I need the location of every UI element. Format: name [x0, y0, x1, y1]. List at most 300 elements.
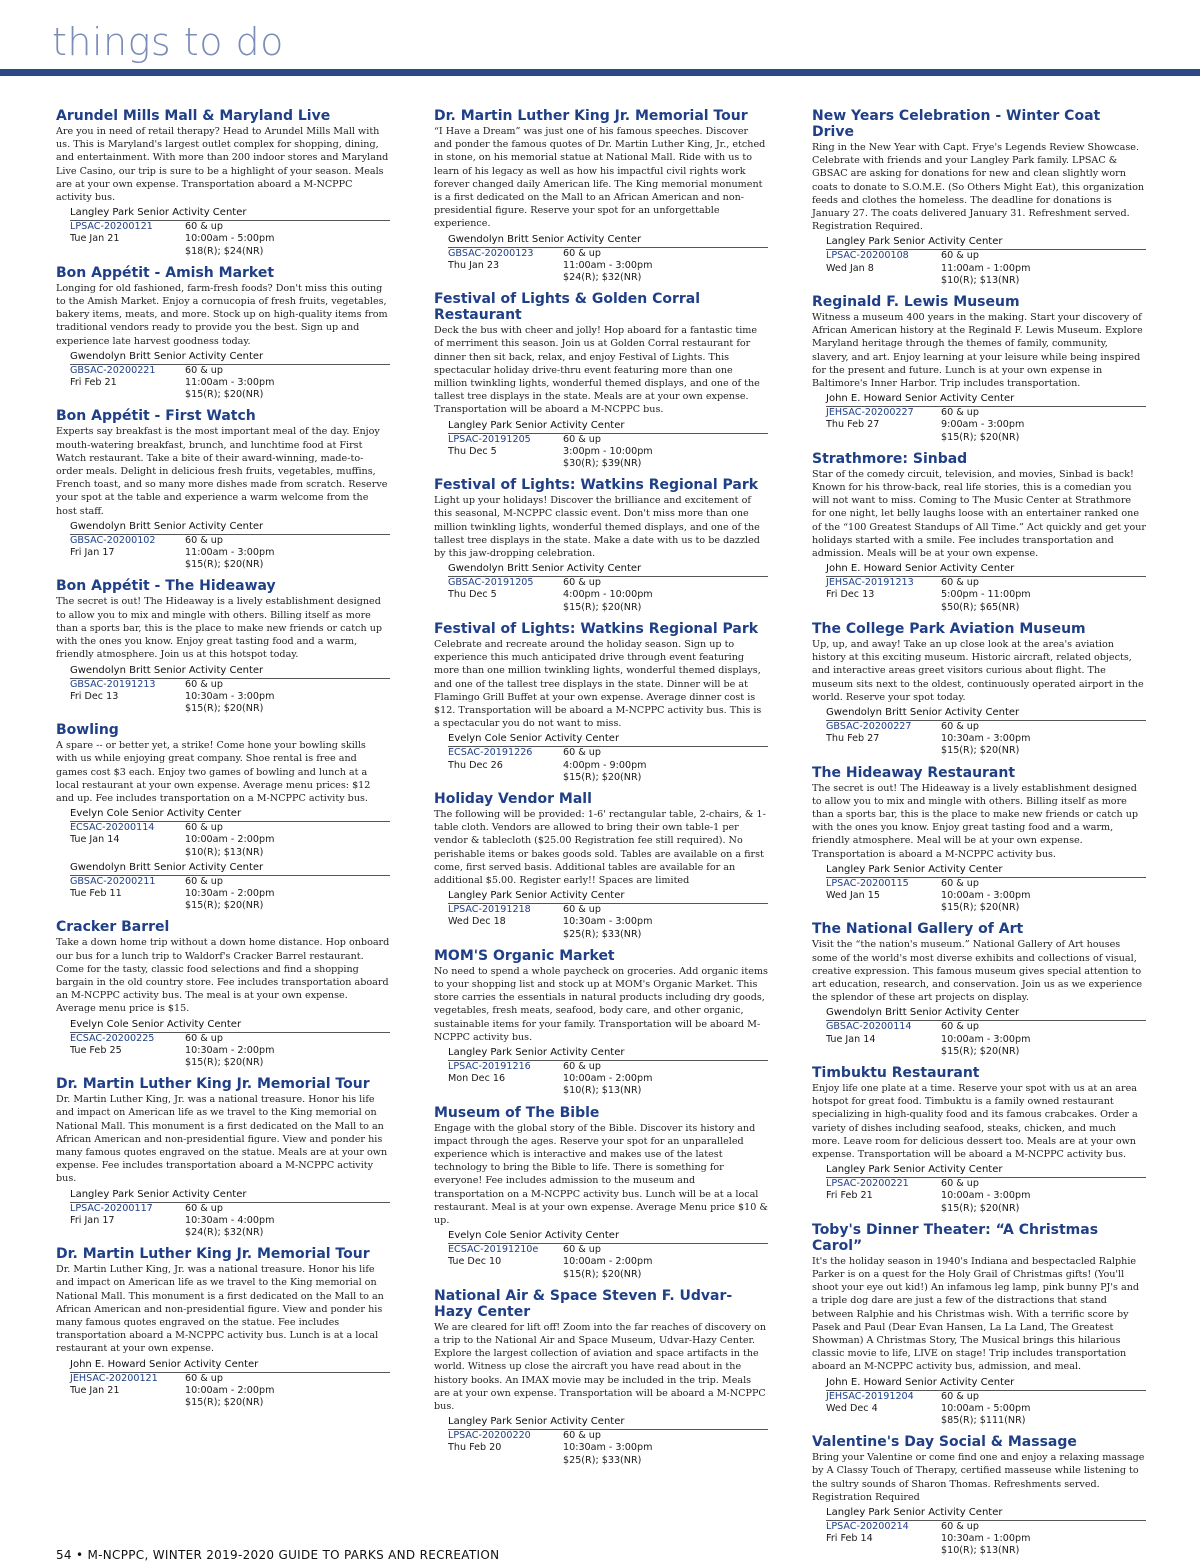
- activity-description: Celebrate and recreate around the holiday season. Sign up to experience this much anticipated drive through event featuring more than one million twinkling lights, wonderful themed displays, and one of the tallest tree displays in the state. Dinner will be at Flamingo Grill Buffet at your own expense. Average dinner cost is $12. Transportation will be aboard a M-NCPPC activity bus. This is a spectacular you do not want to miss.: [434, 638, 762, 730]
- activity-description: Experts say breakfast is the most important meal of the day. Enjoy mouth-watering breakfast, brunch, and lunchtime food at First Watch restaurant. Take a bite of their award-winning, made-to-order meals. Delight in delicious fresh fruits, vegetables, muffins, French toast, and so many more dishes made from scratch. Reserve your spot at the table and experience a warm welcome from the host staff.: [56, 426, 388, 517]
- activity-title: MOM'S Organic Market: [434, 947, 615, 964]
- session-details: [826, 407, 1146, 444]
- header-rule: [0, 69, 1200, 76]
- session-date: Wed Dec 4: [826, 1402, 878, 1414]
- spacer: [826, 902, 941, 914]
- activity-entry: [56, 1076, 390, 1239]
- activity-center-name: John E. Howard Senior Activity Center: [826, 1376, 1146, 1391]
- activity-code: LPSAC-20200214: [826, 1521, 909, 1533]
- activity-center-name: Langley Park Senior Activity Center: [448, 889, 768, 904]
- activity-description: Enjoy life one plate at a time. Reserve your spot with us at an area hotspot for great food. Timbuktu is a family owned restaurant specializing in high-quality food and its famous crabcakes. Order a variety of dishes including seafood, steaks, chicken, and much more. Leave room for delicious dessert too. Meals are at your own expense. Transportation will be aboard a M-NCPPC activity bus.: [812, 1082, 1138, 1160]
- age-range: 60 & up: [941, 1021, 979, 1033]
- age-range: 60 & up: [941, 250, 979, 262]
- age-range: 60 & up: [185, 221, 223, 233]
- session-details: [448, 904, 768, 941]
- session-date: Thu Dec 5: [448, 445, 497, 457]
- session-time: 11:00am - 1:00pm: [941, 262, 1031, 274]
- activity-center-name: John E. Howard Senior Activity Center: [826, 392, 1146, 407]
- session-date: Thu Dec 26: [448, 759, 503, 771]
- session-fee: $15(R); $20(NR): [185, 559, 264, 571]
- activity-description: The secret is out! The Hideaway is a lively establishment designed to allow you to mix and mingle with others. Billing itself as more than a sports bar, this is the place to make new friends or catch up with the ones you know. Enjoy great tasting food and a warm, friendly atmosphere. Meal will be at your own expense. Transportation is aboard a M-NCPPC activity bus.: [812, 782, 1139, 860]
- activity-center-name: Langley Park Senior Activity Center: [826, 1506, 1146, 1521]
- session-details: [448, 248, 768, 285]
- page-footer: 54 • M-NCPPC, WINTER 2019-2020 GUIDE TO PARKS AND RECREATION: [56, 1548, 500, 1562]
- session-details: [448, 747, 768, 784]
- activity-entry: [434, 791, 768, 941]
- session-time: 10:00am - 3:00pm: [941, 889, 1031, 901]
- session-fee: $15(R); $20(NR): [941, 1202, 1020, 1214]
- session-block: [826, 863, 1146, 915]
- session-details: [826, 721, 1146, 758]
- age-range: 60 & up: [563, 247, 601, 259]
- activity-code: JEHSAC-20191204: [826, 1390, 914, 1402]
- session-block: [70, 807, 390, 859]
- spacer: [826, 275, 941, 287]
- activity-code: GBSAC-20200211: [70, 875, 156, 887]
- session-details: [448, 1061, 768, 1098]
- spacer: [448, 772, 563, 784]
- activity-code: GBSAC-20200227: [826, 720, 912, 732]
- activity-entry: [434, 477, 768, 614]
- age-range: 60 & up: [941, 577, 979, 589]
- activity-code: GBSAC-20200102: [70, 534, 156, 546]
- session-date: Fri Jan 17: [70, 547, 115, 559]
- session-date: Tue Jan 14: [826, 1033, 876, 1045]
- session-block: [448, 419, 768, 471]
- session-time: 10:30am - 3:00pm: [563, 1442, 653, 1454]
- activity-entry: [812, 1065, 1146, 1215]
- session-date: Tue Jan 21: [70, 1384, 120, 1396]
- activity-description: No need to spend a whole paycheck on groceries. Add organic items to your shopping list and stock up at MOM's Organic Market. This store carries the essentials in natural products including dry goods, vegetables, fresh meats, seafood, body care, and other organic, sustainable items for your family. Transportation will be aboard M-NCPPC activity bus.: [434, 965, 768, 1043]
- session-time: 5:00pm - 11:00pm: [941, 589, 1031, 601]
- session-fee: $15(R); $20(NR): [941, 1045, 1020, 1057]
- activity-entry: [56, 722, 390, 912]
- session-date: Thu Dec 5: [448, 589, 497, 601]
- session-details: [448, 1430, 768, 1467]
- session-time: 10:30am - 1:00pm: [941, 1533, 1031, 1545]
- activity-center-name: John E. Howard Senior Activity Center: [826, 562, 1146, 577]
- column-2: [434, 108, 768, 1565]
- session-fee: $25(R); $33(NR): [563, 1454, 642, 1466]
- session-fee: $18(R); $24(NR): [185, 245, 264, 257]
- activity-description: Witness a museum 400 years in the making. Start your discovery of African American history at the Reginald F. Lewis Museum. Explore Maryland heritage through the themes of family, community, slavery, and art. Enjoy learning at your leisure while being inspired for the present and future. Lunch is at your own expense in Baltimore's Inner Harbor. Trip includes transportation.: [812, 312, 1143, 390]
- session-fee: $85(R); $111(NR): [941, 1415, 1026, 1427]
- age-range: 60 & up: [941, 1178, 979, 1190]
- session-block: [70, 350, 390, 402]
- activity-description: Bring your Valentine or come find one and enjoy a relaxing massage by A Classy Touch of Therapy, certified masseuse while listening to the sultry sounds of Sharon Thomas. Refreshments served. Registration Required: [812, 1452, 1145, 1503]
- session-details: [826, 878, 1146, 915]
- session-details: [826, 250, 1146, 287]
- column-3: [812, 108, 1146, 1565]
- activity-entry: [812, 765, 1146, 915]
- activity-title: Bon Appétit - The Hideaway: [56, 578, 276, 595]
- activity-entry: [812, 1434, 1146, 1557]
- page-title: things to do: [52, 20, 284, 64]
- activity-description: Are you in need of retail therapy? Head to Arundel Mills Mall with us. This is Maryland's largest outlet complex for shopping, dining, and entertainment. With more than 200 indoor stores and Maryland Live Casino, our trip is sure to be a highlight of your season. Meals are at your own expense. Transportation aboard a M-NCPPC activity bus.: [56, 126, 389, 204]
- spacer: [448, 1269, 563, 1281]
- activity-entry: [434, 621, 768, 784]
- activity-center-name: Evelyn Cole Senior Activity Center: [448, 1229, 768, 1244]
- activity-title: Toby's Dinner Theater: “A Christmas Carol”: [812, 1221, 1099, 1254]
- age-range: 60 & up: [185, 822, 223, 834]
- activity-code: ECSAC-20191210e: [448, 1244, 539, 1256]
- activity-center-name: John E. Howard Senior Activity Center: [70, 1358, 390, 1373]
- session-time: 10:00am - 5:00pm: [941, 1402, 1031, 1414]
- activity-code: ECSAC-20191226: [448, 747, 533, 759]
- session-date: Tue Jan 14: [70, 834, 120, 846]
- spacer: [826, 1545, 941, 1557]
- activity-entry: [812, 108, 1146, 287]
- spacer: [70, 1057, 185, 1069]
- activity-code: ECSAC-20200114: [70, 822, 155, 834]
- session-details: [70, 679, 390, 716]
- session-date: Fri Dec 13: [70, 690, 119, 702]
- activity-title: New Years Celebration - Winter Coat Drive: [812, 108, 1101, 140]
- activity-center-name: Gwendolyn Britt Senior Activity Center: [826, 1006, 1146, 1021]
- session-block: [826, 562, 1146, 614]
- activity-code: GBSAC-20200114: [826, 1021, 912, 1033]
- activity-entry: [56, 408, 390, 571]
- activity-code: LPSAC-20200117: [70, 1202, 153, 1214]
- session-fee: $50(R); $65(NR): [941, 601, 1020, 613]
- activity-description: It's the holiday season in 1940's Indiana and bespectacled Ralphie Parker is on a quest for the Holy Grail of Christmas gifts! (You'll shoot your eye out kid!) An infamous leg lamp, pink bunny PJ's and a triple dog dare are just a few of the distractions that stand between Ralphie and his Christmas wish. With a terrific score by Pasek and Paul (Dear Evan Hansen, La La Land, The Greatest Showman) A Christmas Story, The Musical brings this hilarious classic movie to life, LIVE on stage! Trip includes transportation aboard an M-NCPPC activity bus, admission, and meal.: [812, 1255, 1140, 1373]
- session-date: Tue Jan 21: [70, 233, 120, 245]
- activity-entry: [56, 919, 390, 1069]
- session-details: [826, 1178, 1146, 1215]
- spacer: [448, 602, 563, 614]
- activity-description: Star of the comedy circuit, television, and movies, Sinbad is back! Known for his throw-back, real life stories, this is a comedian you will not want to miss. Coming to The Music Center at Strathmore for one night, let belly laughs loose with an entertainer ranked one of the “100 Greatest Standups of All Time.” Act quickly and get your holidays started with a smile. Fee includes transportation and admission. Meals will be at your own expense.: [812, 468, 1147, 560]
- activity-code: JEHSAC-20200227: [826, 407, 914, 419]
- session-fee: $15(R); $20(NR): [941, 745, 1020, 757]
- activity-center-name: Gwendolyn Britt Senior Activity Center: [70, 861, 390, 876]
- session-details: [826, 1521, 1146, 1558]
- activity-code: GBSAC-20191205: [448, 577, 534, 589]
- session-time: 3:00pm - 10:00pm: [563, 445, 653, 457]
- session-time: 10:00am - 5:00pm: [185, 233, 275, 245]
- activity-code: LPSAC-20191218: [448, 904, 531, 916]
- session-details: [826, 577, 1146, 614]
- age-range: 60 & up: [563, 1244, 601, 1256]
- session-block: [448, 233, 768, 285]
- activity-description: The following will be provided: 1-6' rectangular table, 2-chairs, & 1-table cloth. Vendors are allowed to bring their own table-1 per vendor & tablecloth ($25.00 Registration fee still required). No perishable items or bakes goods sold. Tables are available on a first come, first served basis. Additional tables are available for an additional $5.00. Register early!! Spaces are limited: [434, 808, 766, 886]
- age-range: 60 & up: [185, 1372, 223, 1384]
- session-fee: $15(R); $20(NR): [185, 900, 264, 912]
- session-block: [448, 1229, 768, 1281]
- activity-title: National Air & Space Steven F. Udvar-Hazy Center: [434, 1287, 733, 1320]
- activity-entry: [434, 108, 768, 284]
- age-range: 60 & up: [941, 877, 979, 889]
- session-details: [70, 1033, 390, 1070]
- activity-title: The College Park Aviation Museum: [812, 620, 1086, 637]
- activity-center-name: Gwendolyn Britt Senior Activity Center: [70, 350, 390, 365]
- spacer: [448, 1455, 563, 1467]
- session-fee: $10(R); $13(NR): [563, 1085, 642, 1097]
- activity-center-name: Evelyn Cole Senior Activity Center: [70, 1018, 390, 1033]
- activity-title: The Hideaway Restaurant: [812, 764, 1016, 781]
- activity-entry: [56, 265, 390, 402]
- session-time: 11:00am - 3:00pm: [185, 377, 275, 389]
- activity-description: Take a down home trip without a down home distance. Hop onboard our bus for a lunch trip to Waldorf's Cracker Barrel restaurant. Come for the tasty, classic food selections and find a shopping bargain in the old country store. Fee includes transportation aboard an M-NCPPC activity bus. The meal is at your own expense. Average menu price is $15.: [56, 937, 390, 1015]
- session-fee: $10(R); $13(NR): [185, 846, 264, 858]
- session-time: 10:00am - 2:00pm: [185, 1384, 275, 1396]
- age-range: 60 & up: [563, 1060, 601, 1072]
- activity-center-name: Langley Park Senior Activity Center: [70, 1188, 390, 1203]
- activity-code: GBSAC-20200123: [448, 247, 534, 259]
- activity-entry: [434, 1105, 768, 1281]
- activity-entry: [434, 948, 768, 1098]
- session-block: [70, 520, 390, 572]
- session-time: 10:30am - 3:00pm: [563, 916, 653, 928]
- activity-code: GBSAC-20191213: [70, 678, 156, 690]
- age-range: 60 & up: [185, 875, 223, 887]
- activity-description: Longing for old fashioned, farm-fresh foods? Don't miss this outing to the Amish Market. Enjoy a cornucopia of fresh fruits, vegetables, bakery items, meats, and more. Stock up on high-quality items from traditional vendors ready to provide you the best. Sign up and experience late harvest goodness today.: [56, 282, 388, 347]
- session-fee: $10(R); $13(NR): [941, 1545, 1020, 1557]
- age-range: 60 & up: [185, 1202, 223, 1214]
- activity-entry: [812, 921, 1146, 1058]
- session-fee: $24(R); $32(NR): [185, 1227, 264, 1238]
- activity-title: Festival of Lights: Watkins Regional Park: [434, 620, 759, 637]
- activity-center-name: Gwendolyn Britt Senior Activity Center: [70, 664, 390, 679]
- activity-title: Valentine's Day Social & Massage: [812, 1434, 1077, 1451]
- session-block: [448, 1046, 768, 1098]
- activity-code: LPSAC-20191205: [448, 433, 531, 445]
- age-range: 60 & up: [941, 407, 979, 419]
- session-block: [448, 732, 768, 784]
- session-block: [826, 1506, 1146, 1558]
- spacer: [826, 745, 941, 757]
- spacer: [826, 432, 941, 444]
- activity-code: ECSAC-20200225: [70, 1032, 155, 1044]
- age-range: 60 & up: [563, 577, 601, 589]
- age-range: 60 & up: [185, 1032, 223, 1044]
- session-date: Tue Feb 25: [70, 1044, 122, 1056]
- session-date: Thu Jan 23: [448, 259, 500, 271]
- age-range: 60 & up: [185, 534, 223, 546]
- activity-description: Light up your holidays! Discover the brilliance and excitement of this seasonal, M-NCPPC classic event. Don't miss more than one million twinkling lights, wonderful themed displays, and one of the tallest tree displays in the state. Make a date with us to be dazzled by this jaw-dropping celebration.: [434, 495, 760, 560]
- session-time: 10:30am - 3:00pm: [941, 733, 1031, 745]
- session-block: [826, 392, 1146, 444]
- age-range: 60 & up: [563, 747, 601, 759]
- session-time: 10:00am - 3:00pm: [941, 1033, 1031, 1045]
- activity-description: Dr. Martin Luther King, Jr. was a national treasure. Honor his life and impact on American life as we travel to the King memorial on National Mall. This monument is a first dedicated on the Mall to an African American and non-presidential figure. View and ponder his many famous quotes engraved on the statue. Meals are at your own expense. Fee includes transportation aboard a M-NCPPC activity bus.: [56, 1094, 388, 1185]
- activity-code: LPSAC-20191216: [448, 1060, 531, 1072]
- activity-title: Strathmore: Sinbad: [812, 450, 968, 467]
- activity-title: Dr. Martin Luther King Jr. Memorial Tour: [434, 108, 748, 124]
- session-time: 10:30am - 4:00pm: [185, 1214, 275, 1226]
- activity-entry: [434, 291, 768, 470]
- activity-description: We are cleared for lift off! Zoom into the far reaches of discovery on a trip to the National Air and Space Museum, Udvar-Hazy Center. Explore the largest collection of aviation and space artifacts in the world. Witness up close the aircraft you have read about in the history books. An IMAX movie may be included in the trip. Meals are at your own expense. Transportation will be aboard a M-NCPPC bus.: [434, 1321, 767, 1413]
- activity-center-name: Langley Park Senior Activity Center: [826, 235, 1146, 250]
- session-date: Wed Dec 18: [448, 916, 506, 928]
- spacer: [448, 272, 563, 284]
- activity-code: JEHSAC-20191213: [826, 577, 914, 589]
- activity-center-name: Evelyn Cole Senior Activity Center: [70, 807, 390, 822]
- session-date: Fri Feb 21: [70, 377, 117, 389]
- session-date: Mon Dec 16: [448, 1073, 506, 1085]
- session-date: Tue Dec 10: [448, 1256, 502, 1268]
- activity-title: Bon Appétit - First Watch: [56, 408, 256, 425]
- spacer: [448, 929, 563, 941]
- activity-title: Festival of Lights & Golden Corral Restaurant: [434, 291, 701, 324]
- spacer: [448, 1085, 563, 1097]
- session-details: [826, 1391, 1146, 1428]
- age-range: 60 & up: [185, 678, 223, 690]
- activity-code: LPSAC-20200108: [826, 250, 909, 262]
- spacer: [826, 1046, 941, 1058]
- activity-title: Arundel Mills Mall & Maryland Live: [56, 108, 331, 124]
- activity-description: Engage with the global story of the Bible. Discover its history and impact through the ages. Reserve your spot for an unparalleled experience which is interactive and makes use of the latest technology to bring the Bible to life. There is something for everyone! Fee includes admission to the museum and transportation on a M-NCPPC activity bus. Lunch will be at a local restaurant. Meal is at your own expense. Average Menu price $10 & up.: [434, 1122, 768, 1226]
- session-date: Fri Feb 14: [826, 1533, 873, 1545]
- session-time: 10:00am - 3:00pm: [941, 1190, 1031, 1202]
- activity-title: Dr. Martin Luther King Jr. Memorial Tour: [56, 1246, 370, 1263]
- activity-center-name: Langley Park Senior Activity Center: [70, 206, 390, 221]
- activity-description: Visit the “the nation's museum.” National Gallery of Art houses some of the world's most diverse exhibits and collections of visual, creative expression. This famous museum gives special attention to art education, research, and conservation. Join us as we experience the splendor of these art projects on display.: [812, 939, 1142, 1004]
- session-time: 11:00am - 3:00pm: [563, 259, 653, 271]
- session-time: 9:00am - 3:00pm: [941, 419, 1025, 431]
- activity-center-name: Evelyn Cole Senior Activity Center: [448, 732, 768, 747]
- activity-description: A spare -- or better yet, a strike! Come hone your bowling skills with us while enjoying great company. Shoe rental is free and games cost $3 each. Enjoy two games of bowling and lunch at a local restaurant at your own expense. Average menu prices: $12 and up. Fee includes transportation on a M-NCPPC activity bus.: [56, 740, 371, 804]
- spacer: [70, 246, 185, 258]
- activity-title: Museum of The Bible: [434, 1104, 600, 1121]
- activity-center-name: Gwendolyn Britt Senior Activity Center: [448, 233, 768, 248]
- session-block: [826, 706, 1146, 758]
- session-details: [448, 434, 768, 471]
- activity-title: Festival of Lights: Watkins Regional Park: [434, 477, 759, 494]
- session-details: [70, 1203, 390, 1240]
- session-block: [70, 1018, 390, 1070]
- spacer: [448, 458, 563, 470]
- session-details: [826, 1021, 1146, 1058]
- session-block: [826, 235, 1146, 287]
- session-details: [70, 535, 390, 572]
- session-time: 10:30am - 2:00pm: [185, 1044, 275, 1056]
- session-block: [70, 664, 390, 716]
- session-block: [448, 889, 768, 941]
- session-block: [826, 1163, 1146, 1215]
- age-range: 60 & up: [563, 904, 601, 916]
- spacer: [70, 559, 185, 571]
- spacer: [70, 847, 185, 859]
- age-range: 60 & up: [563, 433, 601, 445]
- age-range: 60 & up: [185, 364, 223, 376]
- activity-entry: [434, 1288, 768, 1467]
- spacer: [70, 900, 185, 912]
- session-fee: $30(R); $39(NR): [563, 458, 642, 470]
- session-fee: $15(R); $20(NR): [941, 431, 1020, 443]
- session-date: Fri Feb 21: [826, 1190, 873, 1202]
- session-block: [826, 1376, 1146, 1428]
- session-time: 4:00pm - 9:00pm: [563, 759, 647, 771]
- session-date: Thu Feb 20: [448, 1442, 502, 1454]
- session-time: 10:00am - 2:00pm: [563, 1256, 653, 1268]
- session-details: [70, 221, 390, 258]
- activity-center-name: Langley Park Senior Activity Center: [448, 1415, 768, 1430]
- session-fee: $24(R); $32(NR): [563, 272, 642, 284]
- activity-center-name: Langley Park Senior Activity Center: [826, 863, 1146, 878]
- session-fee: $15(R); $20(NR): [185, 389, 264, 401]
- session-time: 11:00am - 3:00pm: [185, 547, 275, 559]
- activity-title: The National Gallery of Art: [812, 921, 1024, 938]
- activity-title: Dr. Martin Luther King Jr. Memorial Tour: [56, 1076, 370, 1093]
- spacer: [70, 389, 185, 401]
- activity-center-name: Langley Park Senior Activity Center: [826, 1163, 1146, 1178]
- spacer: [826, 1415, 941, 1427]
- spacer: [70, 1397, 185, 1409]
- spacer: [70, 1227, 185, 1239]
- activity-description: Deck the bus with cheer and jolly! Hop aboard for a fantastic time of merriment this season. Join us at Golden Corral restaurant for dinner then sit back, relax, and enjoy Festival of Lights. This spectacular holiday drive-thru event featuring more than one million twinkling lights, wonderful themed displays, and one of the tallest tree displays in the state. Meals are at your own expense. Transportation will be aboard a M-NCPPC bus.: [434, 325, 760, 416]
- session-block: [448, 1415, 768, 1467]
- age-range: 60 & up: [941, 1390, 979, 1402]
- spacer: [826, 1203, 941, 1215]
- activity-description: Ring in the New Year with Capt. Frye's Legends Review Showcase. Celebrate with friends and your Langley Park family. LPSAC & GBSAC are asking for donations for new and clean slightly worn coats to donate to S.O.M.E. (So Others Might Eat), this organization feeds and clothes the homeless. The deadline for donations is January 27. The coats delivered January 31. Refreshment served. Registration Required.: [812, 142, 1145, 233]
- session-time: 10:30am - 2:00pm: [185, 887, 275, 899]
- column-1: [56, 108, 390, 1565]
- spacer: [70, 703, 185, 715]
- session-details: [70, 822, 390, 859]
- session-details: [448, 1244, 768, 1281]
- activity-code: JEHSAC-20200121: [70, 1372, 158, 1384]
- session-date: Thu Feb 27: [826, 733, 880, 745]
- session-date: Fri Dec 13: [826, 589, 875, 601]
- activity-description: “I Have a Dream” was just one of his famous speeches. Discover and ponder the famous quotes of Dr. Martin Luther King, Jr., etched in stone, on his memorial statue at National Mall. Ride with us to learn of his legacy as well as how his impactful civil rights work forever changed daily American life. The King memorial monument is a first dedicated on the Mall to an African American and non-presidential figure. Reserve your spot for an unforgettable experience.: [434, 126, 766, 230]
- activity-center-name: Gwendolyn Britt Senior Activity Center: [448, 562, 768, 577]
- activity-description: Dr. Martin Luther King, Jr. was a national treasure. Honor his life and impact on American life as we travel to the King memorial on National Mall. This monument is a first dedicated on the Mall to an African American and non-presidential figure. View and ponder his many famous quotes engraved on the statue. Fee includes transportation aboard a M-NCPPC activity bus. Lunch is at a local restaurant at your own expense.: [56, 1264, 384, 1355]
- session-block: [448, 562, 768, 614]
- age-range: 60 & up: [941, 1521, 979, 1533]
- activity-entry: [56, 578, 390, 715]
- session-block: [70, 1188, 390, 1240]
- session-details: [448, 577, 768, 614]
- activity-code: LPSAC-20200115: [826, 877, 909, 889]
- session-fee: $15(R); $20(NR): [563, 1268, 642, 1280]
- columns-container: [56, 108, 1146, 1565]
- session-time: 10:00am - 2:00pm: [185, 834, 275, 846]
- age-range: 60 & up: [941, 720, 979, 732]
- session-block: [70, 861, 390, 913]
- activity-entry: [812, 451, 1146, 614]
- activity-center-name: Gwendolyn Britt Senior Activity Center: [70, 520, 390, 535]
- activity-center-name: Gwendolyn Britt Senior Activity Center: [826, 706, 1146, 721]
- activity-entry: [812, 621, 1146, 758]
- session-date: Tue Feb 11: [70, 887, 122, 899]
- session-fee: $15(R); $20(NR): [185, 1056, 264, 1068]
- session-fee: $15(R); $20(NR): [563, 771, 642, 783]
- activity-center-name: Langley Park Senior Activity Center: [448, 419, 768, 434]
- spacer: [826, 602, 941, 614]
- session-date: Fri Jan 17: [70, 1214, 115, 1226]
- session-fee: $15(R); $20(NR): [185, 702, 264, 714]
- session-date: Wed Jan 8: [826, 262, 874, 274]
- session-fee: $25(R); $33(NR): [563, 928, 642, 940]
- activity-entry: [812, 1222, 1146, 1427]
- session-block: [70, 1358, 390, 1410]
- activity-title: Bowling: [56, 722, 119, 739]
- activity-title: Cracker Barrel: [56, 919, 170, 936]
- activity-description: The secret is out! The Hideaway is a lively establishment designed to allow you to mix and mingle with others. Billing itself as more than a sports bar, this is the place to make new friends or catch up with the ones you know. Enjoy great tasting food and a warm, friendly atmosphere. Join us at this hotspot today.: [56, 596, 383, 661]
- age-range: 60 & up: [563, 1430, 601, 1442]
- activity-code: GBSAC-20200221: [70, 364, 156, 376]
- session-details: [70, 365, 390, 402]
- activity-code: LPSAC-20200221: [826, 1178, 909, 1190]
- session-fee: $15(R); $20(NR): [941, 902, 1020, 914]
- session-fee: $15(R); $20(NR): [563, 601, 642, 613]
- session-fee: $10(R); $13(NR): [941, 274, 1020, 286]
- activity-description: Up, up, and away! Take an up close look at the area's aviation history at this exciting museum. Historic aircraft, related objects, and interactive areas greet visitors curious about flight. The museum sits next to the oldest, continuously operated airport in the world. Reserve your spot today.: [812, 638, 1144, 703]
- activity-entry: [56, 108, 390, 258]
- activity-center-name: Langley Park Senior Activity Center: [448, 1046, 768, 1061]
- session-details: [70, 1373, 390, 1410]
- session-details: [70, 876, 390, 913]
